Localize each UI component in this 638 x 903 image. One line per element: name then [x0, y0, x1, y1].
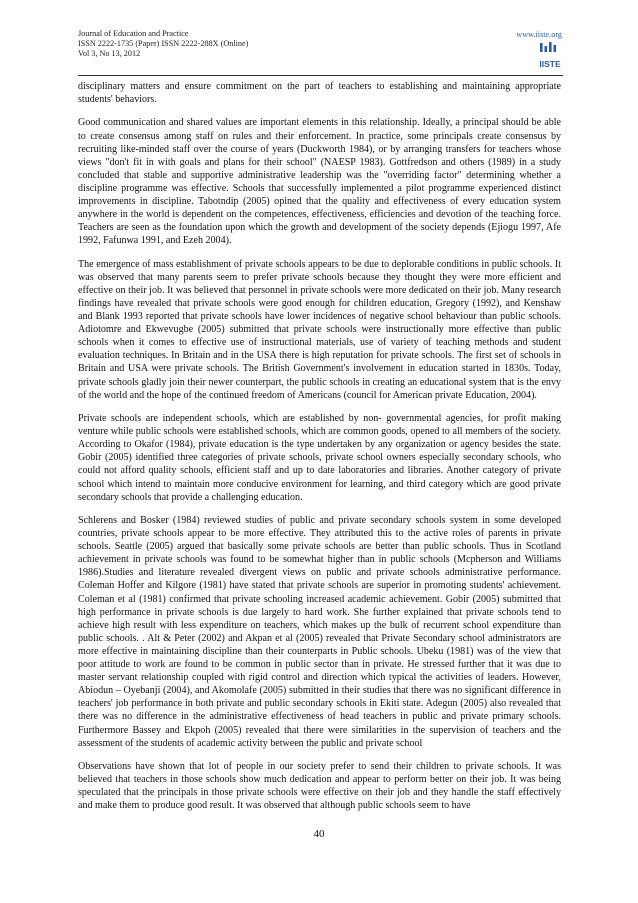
paragraph-5: Schlerens and Bosker (1984) reviewed studies of public and private secondary schools system in some developed countries, private schools appear to be more effective. They attributed this to the active roles of parents in private schools. Seattle (2005) argued that basically some private schools are better than public schools. Thus in Scotland achievement in private schools was found to be somewhat higher than in public schools (Mcpherson and Williams 1986).Studies and literature revealed divergent views on public and private schools administrative performance. Coleman Hoffer and Kilgore (1981) have stated that private schools are superior in promoting students' achievement. Coleman et al (1981) confirmed that private schooling increased academic achievement. Gobir (2005) submitted that high performance in private schools is due largely to hard work. She further explained that private schools tend to achieve high result with less expenditure on teachers, which makes up the bulk of recurrent school expenditure than public schools. . Alt & Peter (2002) and Akpan et al (2005) revealed that Private Secondary school administrators are more effective in maintaining discipline than their counterparts in Public schools. Ubeku (1981) was of the view that poor attitude to work are found to be common in public sector than in private. He stressed further that it was due to master servant relationship coupled with rigid control and direction which typical the activities of leaders. However, Abiodun – Oyebanji (2004), and Akomolafe (2005) submitted in their studies that there was no significant difference in teachers' job performance in both private and public secondary schools in Ekiti state. Adegun (2005) also revealed that there was no difference in the administrative effectiveness of head teachers in public and private primary schools. Furthermore Bassey and Ekpoh (2005) revealed that there were similarities in the supervision of teachers and the assessment of the students of academic activity between the public and private school	[78, 515, 561, 749]
paragraph-1: disciplinary matters and ensure commitment on the part of teachers to establishing and maintaining appropriate students' behaviors.	[78, 81, 561, 106]
paragraph-3: The emergence of mass establishment of private schools appears to be due to deplorable conditions in public schools. It was observed that many parents seem to prefer private schools because they thought they were more efficient and effective on their job. It was believed that personnel in private schools were more dedicated on their job. Many research findings have revealed that private schools were good enough for children education, Gregory (1992), and Kenshaw and Blank 1993 reported that private schools have lower incidences of negative school behaviour than public schools. Adiotomre and Ekwevugbe (2005) submitted that private schools were instructionally more effective than public schools when it comes to effective use of instructional materials, use of variety of teaching methods and student evaluation techniques. In Britain and in the USA there is high reputation for private schools. The first set of schools in Britain and USA were private schools. The British Government's involvement in education started in 1830s. Today, private schools gladly join their newer counterpart, the public schools in creating an educational system that is the envy of the world and the hope of the continued freedom of Americans (council for American private Education, 2004).	[78, 258, 561, 401]
article-body	[78, 80, 561, 823]
paragraph-4: Private schools are independent schools, which are established by non- governmental agencies, for profit making venture while public schools were established schools, which are common goods, opened to all members of the society. According to Okafor (1984), private education is the type undertaken by any organization or agency besides the state. Gobir (2005) identified three categories of private schools, private school owners especially secondary schools, who could not afford quality schools, efficient staff and up to date laboratories and libraries. Another category of private school which intend to maintain more conducive environment for learning, and third category which are good private secondary schools that provide a challenging education.	[78, 413, 561, 503]
journal-issn: ISSN 2222-1735 (Paper) ISSN 2222-288X (Online)	[78, 39, 249, 48]
paragraph-6: Observations have shown that lot of people in our society prefer to send their children to private schools. It was believed that teachers in those schools show much dedication and appear to perform better on their job. It was being speculated that the principals in those private schools were effective on their job and they handle the staff effectively and make them to produce good result. It was observed that although public schools seem to have	[78, 760, 561, 812]
journal-url-link[interactable]: www.iiste.org	[516, 30, 562, 39]
journal-meta	[78, 29, 248, 59]
page-header	[78, 29, 563, 76]
journal-title: Journal of Education and Practice	[78, 29, 189, 38]
journal-volume: Vol 3, No 13, 2012	[78, 49, 141, 58]
iiste-logo	[537, 42, 563, 72]
paragraph-2: Good communication and shared values are important elements in this relationship. Ideally, a principal should be able to create consensus among staff on rules and their enforcement. In practice, some principals create consensus by recruiting like-minded staff over the course of years (Duckworth 1984), or by arranging transfers for teachers whose views "don't fit in with goals and plans for their school" (NAESP 1983). Gottfredson and others (1989) in a study concluded that stable and supportive administrative leadership was the "overriding factor" determining whether a discipline programme was effective. Schools that successfully implemented a pilot programme experienced distinct improvements in discipline. Tabotndip (2005) opined that the quality and effectiveness of every education system anywhere in the world is dependent on the competences, effectiveness, efficiencies and devotion of the teaching force. Teachers are seen as the foundation upon which the growth and development of the society depends (Ejiogu 1997, Afe 1992, Fafunwa 1991, and Ezeh 2004).	[78, 117, 561, 247]
logo-text: IISTE	[539, 59, 561, 69]
page-number: 40	[313, 828, 325, 840]
